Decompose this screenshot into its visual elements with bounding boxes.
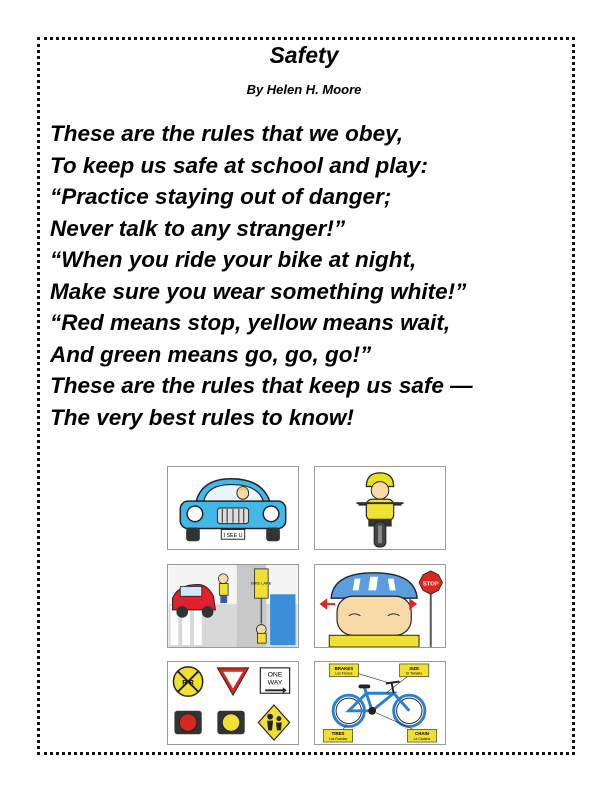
bike-lane-sign-text: BIKE LANE xyxy=(251,580,272,586)
poem-body xyxy=(50,118,580,433)
bike-part-tires-sub: Las Ruedas xyxy=(328,737,348,742)
poem-line: “When you ride your bike at night, xyxy=(50,247,417,272)
one-way-sign-line1: ONE xyxy=(267,671,283,679)
poem-line: To keep us safe at school and play: xyxy=(50,152,429,178)
poem-line: The very best rules to know! xyxy=(50,404,354,430)
poem-line: And green means go, go, go!” xyxy=(50,341,372,367)
street-crossing-illustration xyxy=(167,564,299,648)
poem-author: By Helen H. Moore xyxy=(246,82,362,97)
poem-title: Safety xyxy=(269,42,339,68)
car-driver-illustration xyxy=(167,466,299,550)
bike-part-size-sub: El Tamaño xyxy=(406,671,423,676)
bike-part-tires-label: TIRES xyxy=(331,731,345,737)
kid-on-bike-illustration xyxy=(314,466,446,550)
bike-part-brakes-sub: Los Frenos xyxy=(335,671,353,676)
bicycle-parts-illustration xyxy=(314,661,446,745)
poem-line: These are the rules that keep us safe — xyxy=(50,373,473,398)
traffic-signs-illustration xyxy=(167,661,299,745)
bike-part-chain-label: CHAIN xyxy=(415,731,429,737)
poem-line: “Practice staying out of danger; xyxy=(50,184,392,209)
stop-sign-text: STOP xyxy=(422,581,439,588)
bike-part-chain-sub: La Cadena xyxy=(413,737,431,742)
one-way-sign-line2: WAY xyxy=(267,679,283,687)
poem-line: These are the rules that we obey, xyxy=(50,121,404,146)
license-plate-text: I SEE U xyxy=(223,532,243,539)
look-both-ways-illustration xyxy=(314,564,446,648)
bike-part-size-label: SIZE xyxy=(409,665,420,671)
bike-part-brakes-label: BRAKES xyxy=(334,665,354,671)
poem-line: Never talk to any stranger!” xyxy=(50,215,346,241)
poem-line: “Red means stop, yellow means wait, xyxy=(50,310,451,335)
railroad-sign-text: R R xyxy=(182,679,194,687)
poem-line: Make sure you wear something white!” xyxy=(50,278,467,304)
